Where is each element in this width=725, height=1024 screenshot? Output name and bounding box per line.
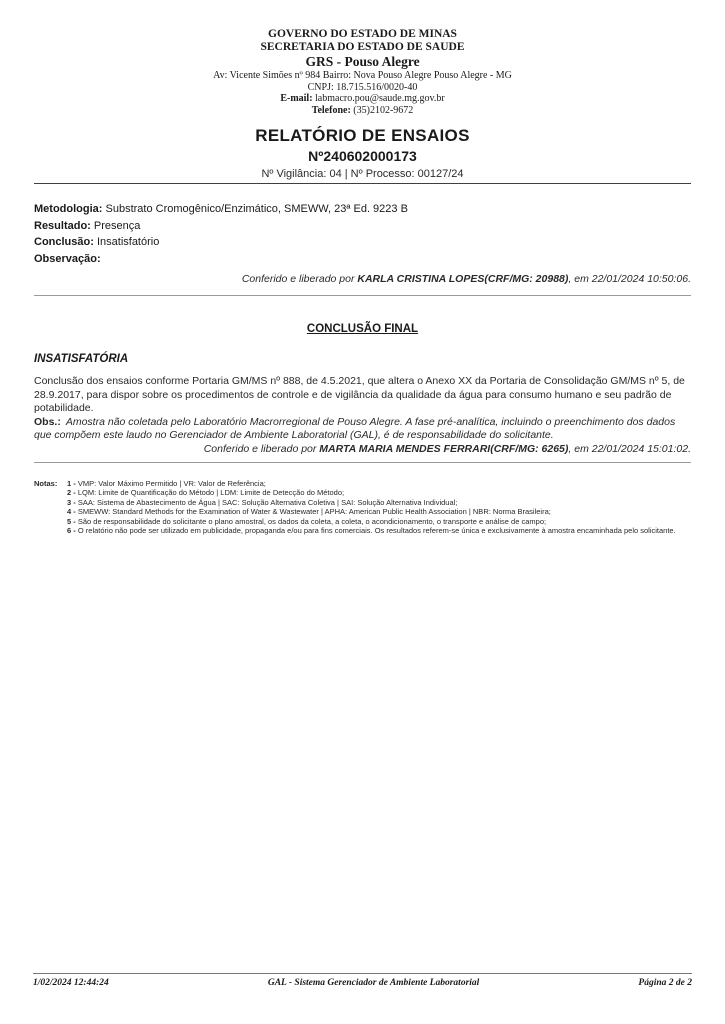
note-text: São de responsabilidade do solicitante o plano amostral, os dados da coleta, a coleta, o acondicionamento, o transporte e análise de campo; [77,516,547,526]
footer-page-number: Página 2 de 2 [638,978,692,988]
released-by-suffix: , em 22/01/2024 15:01:02. [568,442,691,455]
note-number: 5 - [67,516,76,526]
org-phone-line [34,105,691,117]
note-text: O relatório não pode ser utilizado em publicidade, propaganda e/ou para fins comerciais. Os resultados referem-se única e exclusivamente à amostra encaminhada pelo solicitante. [77,526,676,536]
email-value: labmacro.pou@saude.mg.gov.br [315,93,445,104]
methodology-row [34,201,691,218]
notes-section [34,479,691,537]
field-value: Presença [93,219,141,232]
released-by-prefix: Conferido e liberado por [241,273,358,285]
note-item [67,479,687,489]
final-conclusion-heading: CONCLUSÃO FINAL [306,323,419,335]
released-by-prefix: Conferido e liberado por [203,442,320,455]
org-name-line1: GOVERNO DO ESTADO DE MINAS [268,28,457,40]
footer-system-name: GAL - Sistema Gerenciador de Ambiente Laboratorial [267,978,480,988]
email-label: E-mail: [280,93,313,104]
released-by-name: MARTA MARIA MENDES FERRARI(CRF/MG: 6265) [319,442,569,455]
conclusion-row [34,234,691,251]
note-item [67,507,687,517]
org-unit: GRS - Pouso Alegre [305,54,420,69]
conclusion-paragraph: Conclusão dos ensaios conforme Portaria GM/MS nº 888, de 4.5.2021, que altera o Anexo XX da Portaria de Consolidação GM/MS nº 5, de 28.9.2017, para dispor sobre os procedimentos de controle e de vigilância da qualidade da água para consumo humano e seu padrão de potabilidade. [34,375,685,414]
note-number: 3 - [67,497,76,507]
org-email-line [34,93,691,105]
obs-text: Amostra não coletada pelo Laboratório Macrorregional de Pouso Alegre. A fase pré-analítica, incluindo o preenchimento dos dados que compõem este laudo no Gerenciador de Ambiente Laboratorial (GAL), é de responsabilidade do solicitante. [34,415,676,441]
page-footer [33,973,692,989]
note-item [67,488,687,498]
divider-middle [34,295,691,296]
field-value: Insatisfatório [96,236,160,248]
methodology-section [34,201,691,267]
note-item [67,498,687,508]
note-item [67,526,687,536]
note-text: SMEWW: Standard Methods for the Examination of Water & Wastewater | APHA: American Public Health Association | NBR: Norma Brasileira; [77,507,551,517]
report-title: RELATÓRIO DE ENSAIOS [255,126,470,145]
divider-top [34,183,691,184]
field-label: Resultado: [34,219,91,232]
org-cnpj: CNPJ: 18.715.516/0020-40 [307,81,418,93]
phone-value: (35)2102-9672 [353,104,414,116]
observation-row [34,251,691,268]
note-number: 4 - [67,507,76,517]
released-by-line-1 [34,273,691,286]
field-label: Conclusão: [34,236,94,248]
field-label: Metodologia: [34,203,103,215]
note-text: SAA: Sistema de Abastecimento de Água | SAC: Solução Alternativa Coletiva | SAI: Solução Alternativa Individual; [77,497,458,507]
note-item [67,517,687,527]
obs-label: Obs.: [34,415,61,428]
result-row [34,218,691,235]
report-number: Nº240602000173 [308,148,417,164]
field-value: Substrato Cromogênico/Enzimático, SMEWW, 23ª Ed. 9223 B [105,203,408,215]
note-text: VMP: Valor Máximo Permitido | VR: Valor de Referência; [77,478,266,488]
released-by-line-2 [34,443,691,456]
divider-notes [34,462,691,463]
released-by-name: KARLA CRISTINA LOPES(CRF/MG: 20988) [357,273,569,285]
note-number: 1 - [67,478,76,488]
field-label: Observação: [34,252,101,265]
org-address: Av: Vicente Simões nº 984 Bairro: Nova Pouso Alegre Pouso Alegre - MG [213,70,512,81]
notes-label: Notas: [34,478,58,488]
note-number: 2 - [67,488,76,498]
note-text: LQM: Limite de Quantificação do Método | LDM: Limite de Detecção do Método; [77,488,345,498]
released-by-suffix: , em 22/01/2024 10:50:06. [568,273,691,285]
org-name-line2: SECRETARIA DO ESTADO DE SAUDE [260,41,465,53]
final-verdict: INSATISFATÓRIA [34,353,129,365]
letterhead [34,28,691,116]
note-number: 6 - [67,526,76,536]
observation-note [34,416,691,443]
footer-datetime: 1/02/2024 12:44:24 [33,978,109,988]
report-subtitle: Nº Vigilância: 04 | Nº Processo: 00127/24 [261,168,464,180]
phone-label: Telefone: [311,104,351,116]
notes-list [67,479,691,537]
